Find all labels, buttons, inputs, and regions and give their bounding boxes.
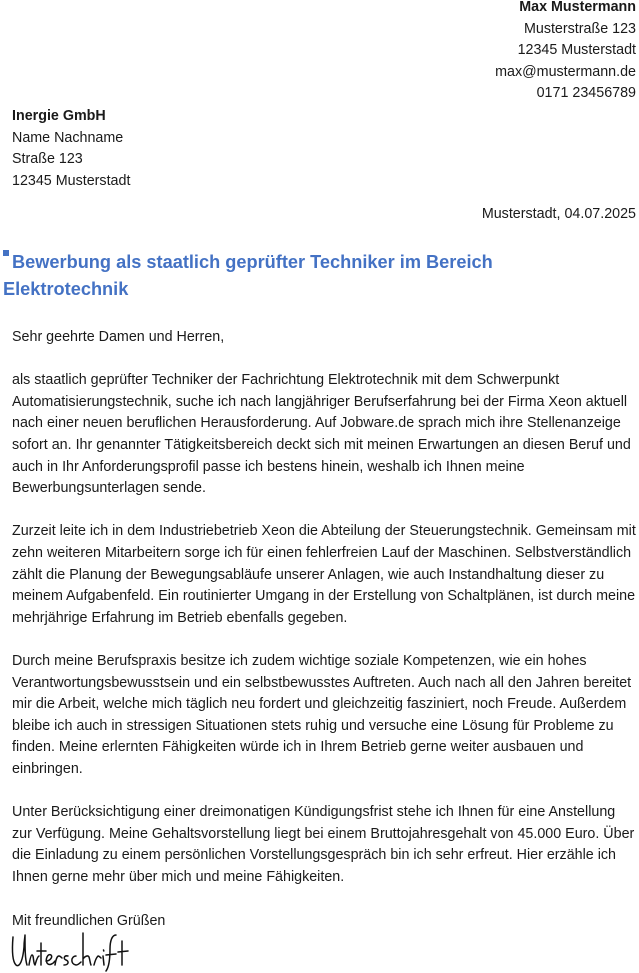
body-paragraph-3: Durch meine Berufspraxis besitze ich zudem wichtige soziale Kompetenzen, wie ein hohes Verantwortungsbewusstsein und ein selbstbewusstes Auftreten. Auch nach all den Jahren bereitet mir die Arbeit, welche mich täglich neu fordert und gleichzeitig fasziniert, noch Freude. Außerdem bleibe ich auch in stressigen Situationen stets ruhig und versuche eine Lösung für Probleme zu finden. Meine erlernten Fähigkeiten würde ich in Ihrem Betrieb gerne weiter ausbauen und einbringen. — [12, 652, 632, 777]
sender-address-block — [495, 0, 636, 105]
letter-subject: Bewerbung als staatlich geprüfter Techniker im Bereich Elektrotechnik — [3, 252, 493, 299]
sender-email: max@mustermann.de — [495, 63, 636, 80]
recipient-address-block — [12, 106, 130, 192]
recipient-company: Inergie GmbH — [12, 108, 106, 124]
letter-date: Musterstadt, 04.07.2025 — [481, 206, 636, 222]
sender-name: Max Mustermann — [519, 0, 636, 15]
salutation: Sehr geehrte Damen und Herren, — [12, 329, 225, 345]
recipient-city: 12345 Musterstadt — [12, 172, 131, 189]
sender-street: Musterstraße 123 — [523, 20, 636, 37]
body-paragraph-4: Unter Berücksichtigung einer dreimonatigen Kündigungsfrist stehe ich Ihnen für eine Anstellung zur Verfügung. Meine Gehaltsvorstellung liegt bei einem Bruttojahresgehalt von 45.000 Euro. Über die Einladung zu einem persönlichen Vorstellungsgespräch bin ich sehr erfreut. Hier erzähle ich Ihnen gerne mehr über mich und meine Fähigkeiten. — [12, 804, 635, 885]
closing-phrase: Mit freundlichen Grüßen — [12, 913, 166, 929]
body-paragraph-2: Zurzeit leite ich in dem Industriebetrieb Xeon die Abteilung der Steuerungstechnik. Gemeinsam mit zehn weiteren Mitarbeitern sorge ich für einen fehlerfreien Lauf der Maschinen. Selbstverständlich zählt die Planung der Bewegungsabläufe unserer Anlagen, wie auch Instandhaltung dieser zu meinem Aufgabenfeld. Ein routinierter Umgang in der Erstellung von Schaltplänen, ist durch meine mehrjährige Erfahrung im Betrieb ebenfalls gegeben. — [12, 523, 636, 626]
recipient-contact: Name Nachname — [12, 129, 124, 146]
sender-phone: 0171 23456789 — [536, 85, 636, 102]
handwritten-signature — [10, 929, 132, 973]
sender-city: 12345 Musterstadt — [517, 42, 636, 59]
body-paragraph-1: als staatlich geprüfter Techniker der Fachrichtung Elektrotechnik mit dem Schwerpunkt Automatisierungstechnik, suche ich nach langjähriger Berufserfahrung bei der Firma Xeon aktuell nach einer neuen beruflichen Herausforderung. Auf Jobware.de sprach mich ihre Stellenanzeige sofort an. Ihr genannter Tätigkeitsbereich deckt sich mit meinen Erwartungen an diesen Beruf und auch in Ihr Anforderungsprofil passe ich bestens hinein, weshalb ich Ihnen meine Bewerbungsunterlagen sende. — [12, 372, 631, 497]
recipient-street: Straße 123 — [12, 151, 83, 168]
letter-body — [12, 327, 636, 910]
